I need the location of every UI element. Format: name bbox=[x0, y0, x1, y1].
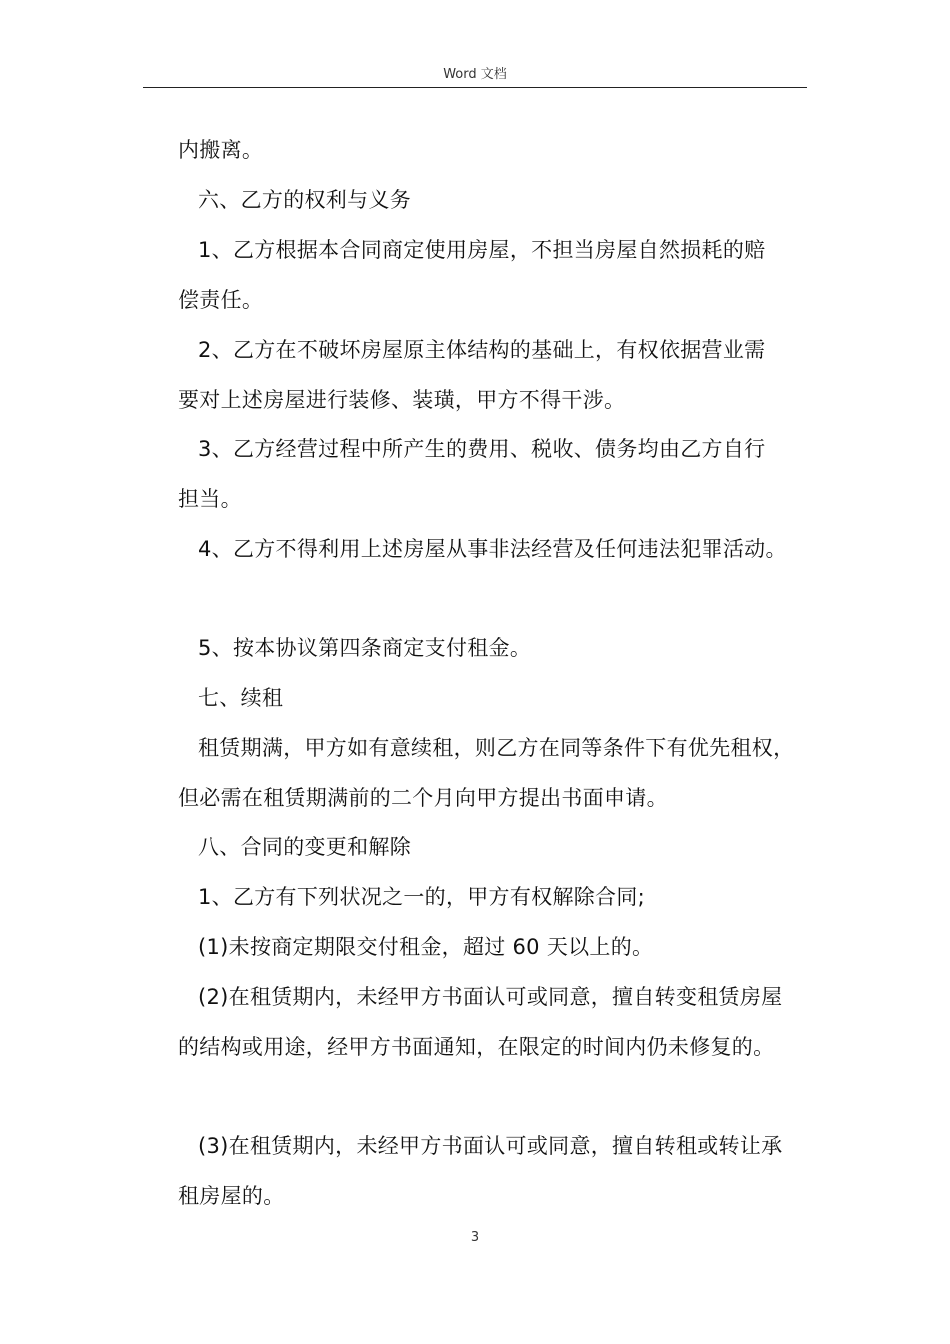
body-line: 内搬离。 bbox=[178, 138, 264, 162]
body-line: 租房屋的。 bbox=[178, 1184, 285, 1208]
body-line: 5、按本协议第四条商定支付租金。 bbox=[198, 636, 532, 660]
body-line: 的结构或用途，经甲方书面通知，在限定的时间内仍未修复的。 bbox=[178, 1035, 775, 1059]
body-line: 1、乙方根据本合同商定使用房屋，不担当房屋自然损耗的赔 bbox=[198, 238, 766, 262]
page-header: Word 文档 bbox=[443, 67, 507, 82]
body-line: 1、乙方有下列状况之一的，甲方有权解除合同; bbox=[198, 885, 646, 909]
page-number: 3 bbox=[470, 1230, 480, 1245]
body-line: 2、乙方在不破坏房屋原主体结构的基础上，有权依据营业需 bbox=[198, 338, 766, 362]
section-heading-7: 七、续租 bbox=[198, 686, 284, 710]
section-heading-8: 八、合同的变更和解除 bbox=[198, 835, 411, 859]
body-line: 3、乙方经营过程中所产生的费用、税收、债务均由乙方自行 bbox=[198, 437, 766, 461]
body-line: (1)未按商定期限交付租金，超过 60 天以上的。 bbox=[198, 935, 654, 959]
body-line: (3)在租赁期内，未经甲方书面认可或同意，擅自转租或转让承 bbox=[198, 1134, 783, 1158]
body-line: 4、乙方不得利用上述房屋从事非法经营及任何违法犯罪活动。 bbox=[198, 537, 787, 561]
body-line: 担当。 bbox=[178, 487, 242, 511]
body-line: 要对上述房屋进行装修、装璜，甲方不得干涉。 bbox=[178, 388, 626, 412]
body-line: 但必需在租赁期满前的二个月向甲方提出书面申请。 bbox=[178, 786, 668, 810]
body-line: 租赁期满，甲方如有意续租，则乙方在同等条件下有优先租权， bbox=[198, 736, 795, 760]
body-line: 偿责任。 bbox=[178, 288, 264, 312]
section-heading-6: 六、乙方的权利与义务 bbox=[198, 188, 411, 212]
header-divider bbox=[143, 87, 807, 88]
body-line: (2)在租赁期内，未经甲方书面认可或同意，擅自转变租赁房屋 bbox=[198, 985, 783, 1009]
